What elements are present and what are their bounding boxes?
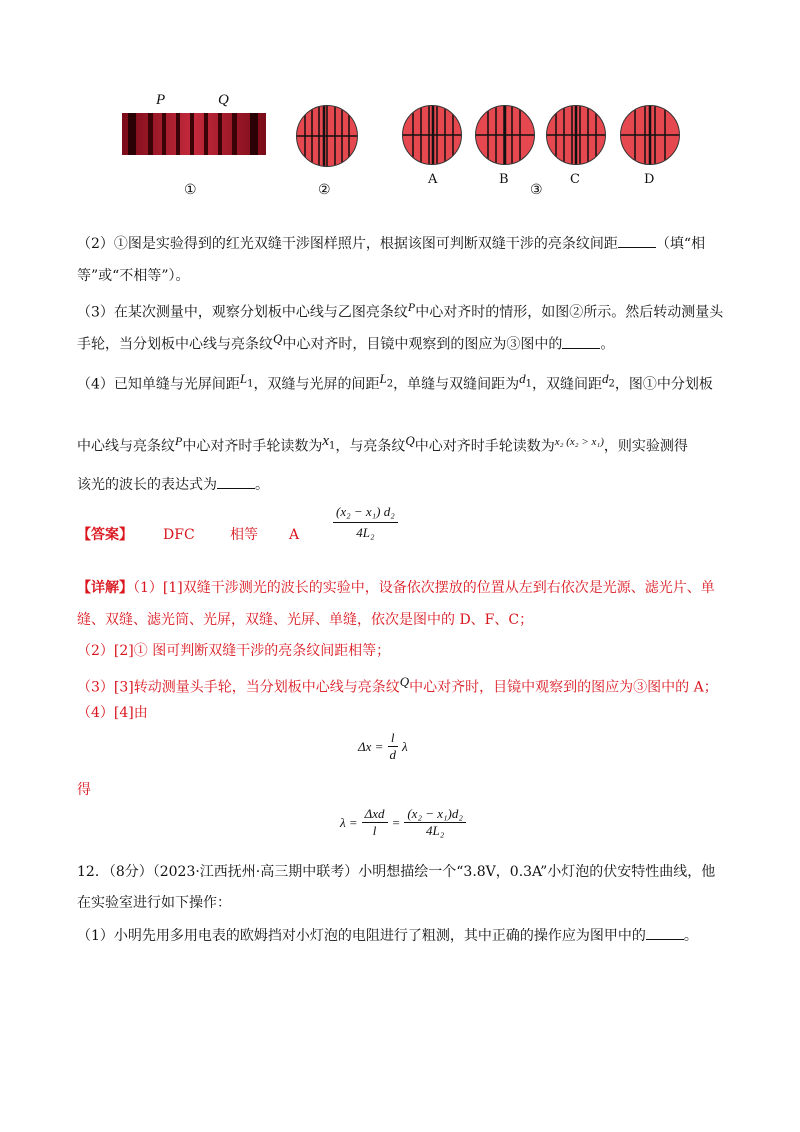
- equation-2: λ = $\frac{\text{Δxd}}{l}$ = $\frac{\text{(x₂ − x₁)d₂}}{\text{4L₂}}$: [340, 806, 466, 839]
- figure-number-1: ①: [184, 182, 197, 198]
- interference-figure: [0, 85, 800, 205]
- detail-line-5: （4）[4]由: [77, 705, 148, 721]
- answer-blank[interactable]: [217, 474, 255, 489]
- option-d-label: D: [644, 172, 655, 187]
- option-b-view: [475, 105, 535, 165]
- option-c-view: [546, 105, 606, 165]
- option-c-label: C: [570, 172, 580, 187]
- option-a-view: [402, 105, 462, 165]
- eyepiece-view-2: [296, 105, 358, 167]
- figure-number-3: ③: [530, 182, 543, 198]
- detail-line-1: 【详解】（1）[1]双缝干涉测光的波长的实验中，设备依次摆放的位置从左到右依次是光源、滤光片、单: [77, 580, 715, 596]
- option-a-label: A: [428, 172, 438, 187]
- question-3-line-2: 手轮，当分划板中心线与亮条纹$^Q$中心对齐时，目镜中观察到的图应为③图中的 。: [77, 331, 615, 353]
- question-3-line-1: （3）在某次测量中，观察分划板中心线与乙图亮条纹$^P$中心对齐时的情形，如图②所示。然后转动测量头: [77, 300, 724, 321]
- question-12-line-1: 12．（8分）（2023·江西抚州·高三期中联考）小明想描绘一个“3.8V，0.3A”小灯泡的伏安特性曲线，他: [77, 864, 716, 880]
- equation-1: Δx = $\frac{l}{d}$ λ: [358, 730, 408, 762]
- answer-row: [77, 524, 133, 546]
- answer-formula: $\frac{\text{(x₂ − x₁) d₂}}{\text{4L₂}}$: [333, 502, 398, 543]
- question-2-line-2: 等”或“不相等”）。: [77, 268, 190, 284]
- answer-1: DFC: [163, 527, 195, 543]
- detail-line-2: 缝、双缝、滤光筒、光屏，双缝、光屏、单缝，依次是图中的 D、F、C；: [77, 612, 534, 628]
- detail-de: 得: [77, 782, 91, 798]
- answer-2: 相等: [230, 527, 258, 543]
- answer-label: 【答案】: [77, 527, 133, 543]
- answer-blank[interactable]: [618, 233, 656, 248]
- detail-line-3: （2）[2]① 图可判断双缝干涉的亮条纹间距相等；: [77, 643, 391, 659]
- question-4-line-2: 中心线与亮条纹$^P$中心对齐时手轮读数为$^{x_1}$，与亮条纹$^Q$中心对齐时手轮读数为$^{x_2 (x_2 > x_1)}$，则实验测得: [77, 433, 688, 455]
- question-2-line-1: （2）①图是实验得到的红光双缝干涉图样照片，根据该图可判断双缝干涉的亮条纹间距 （填“相: [77, 233, 705, 255]
- option-d-view: [620, 105, 680, 165]
- label-p: P: [156, 92, 166, 108]
- detail-line-4: （3）[3]转动测量头手轮，当分划板中心线与亮条纹$^Q$中心对齐时，目镜中观察到的图应为③图中的 A；: [77, 674, 718, 696]
- figure-number-2: ②: [318, 182, 331, 198]
- fringe-photo-strip: [122, 113, 266, 155]
- label-q: Q: [218, 92, 229, 108]
- question-12-line-3: （1）小明先用多用电表的欧姆挡对小灯泡的电阻进行了粗测，其中正确的操作应为图甲中的 。: [77, 925, 698, 947]
- question-4-line-1: （4）已知单缝与光屏间距$^{L_1}$，双缝与光屏的间距$^{L_2}$，单缝与双缝间距为$^{d_1}$，双缝间距$^{d_2}$，图①中分划板: [77, 371, 713, 393]
- question-4-line-3: 该光的波长的表达式为 。: [77, 474, 269, 496]
- option-b-label: B: [499, 172, 509, 187]
- answer-blank[interactable]: [646, 925, 684, 940]
- answer-3: A: [289, 527, 300, 543]
- question-12-line-2: 在实验室进行如下操作：: [77, 895, 231, 911]
- answer-blank[interactable]: [562, 334, 600, 349]
